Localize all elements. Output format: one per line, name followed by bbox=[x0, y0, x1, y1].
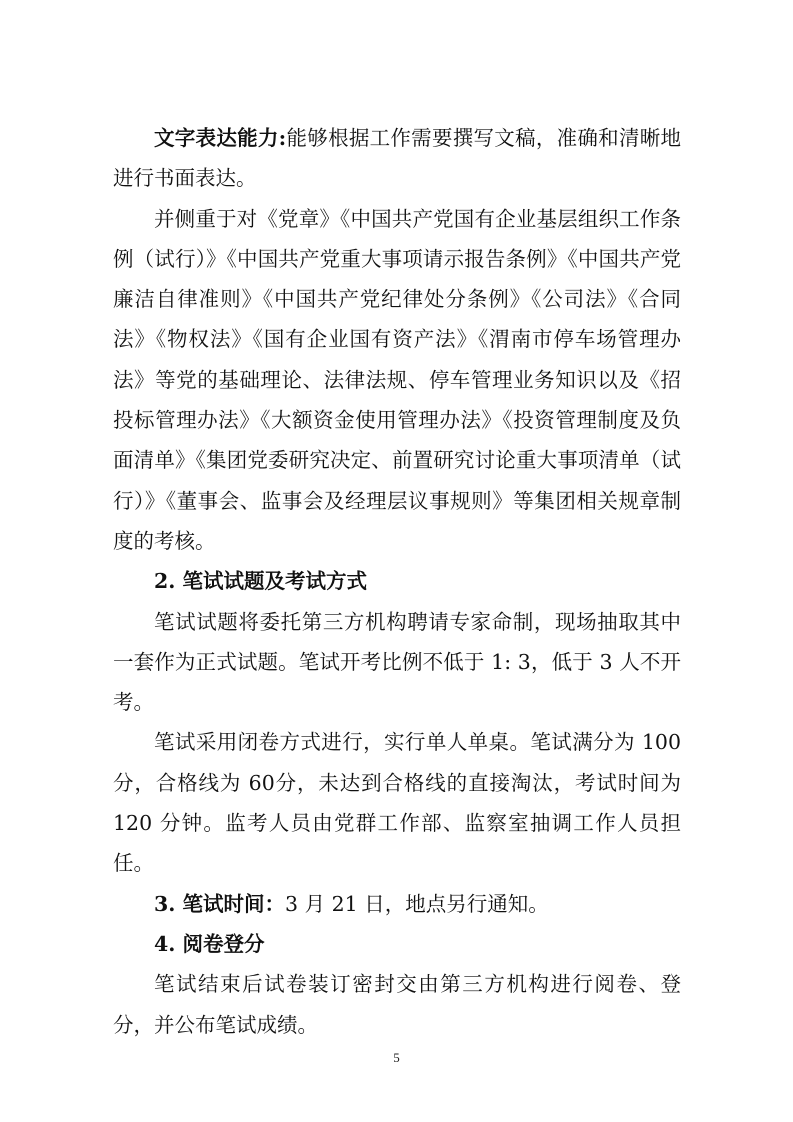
exam-time-label: 3. 笔试时间： bbox=[154, 891, 286, 916]
heading-exam-questions-method: 2. 笔试试题及考试方式 bbox=[154, 569, 368, 594]
document-body bbox=[113, 118, 681, 1045]
paragraph-exam-method: 笔试采用闭卷方式进行，实行单人单桌。笔试满分为 100 分，合格线为 60分，未达到合格线的直接淘汰，考试时间为 120 分钟。监考人员由党群工作部、监察室抽调工作人员担任。 bbox=[113, 730, 681, 876]
paragraph-grading: 笔试结束后试卷装订密封交由第三方机构进行阅卷、登分，并公布笔试成绩。 bbox=[113, 972, 681, 1037]
paragraph-exam-time bbox=[113, 884, 681, 924]
paragraph-exam-scope: 并侧重于对《党章》《中国共产党国有企业基层组织工作条例（试行）》《中国共产党重大事项请示报告条例》《中国共产党廉洁自律准则》《中国共产党纪律处分条例》《公司法》《合同法》《物权法》《国有企业国有资产法》《渭南市停车场管理办法》等党的基础理论、法律法规、停车管理业务知识以及《招投标管理办法》《大额资金使用管理办法》《投资管理制度及负面清单》《集团党委研究决定、前置研究讨论重大事项清单（试行）》《董事会、监事会及经理层议事规则》等集团相关规章制度的考核。 bbox=[113, 206, 681, 553]
paragraph-writing-ability bbox=[113, 118, 681, 199]
writing-ability-label: 文字表达能力: bbox=[154, 126, 287, 150]
exam-time-text: 3 月 21 日，地点另行通知。 bbox=[285, 891, 549, 916]
page-number: 5 bbox=[393, 1050, 400, 1065]
paragraph-exam-questions: 笔试试题将委托第三方机构聘请专家命制，现场抽取其中一套作为正式试题。笔试开考比例不低于 1: 3，低于 3 人不开考。 bbox=[113, 609, 681, 715]
heading-grading: 4. 阅卷登分 bbox=[154, 931, 265, 956]
writing-ability-text: 能够根据工作需要撰写文稿，准确和清晰地进行书面表达。 bbox=[113, 126, 681, 191]
